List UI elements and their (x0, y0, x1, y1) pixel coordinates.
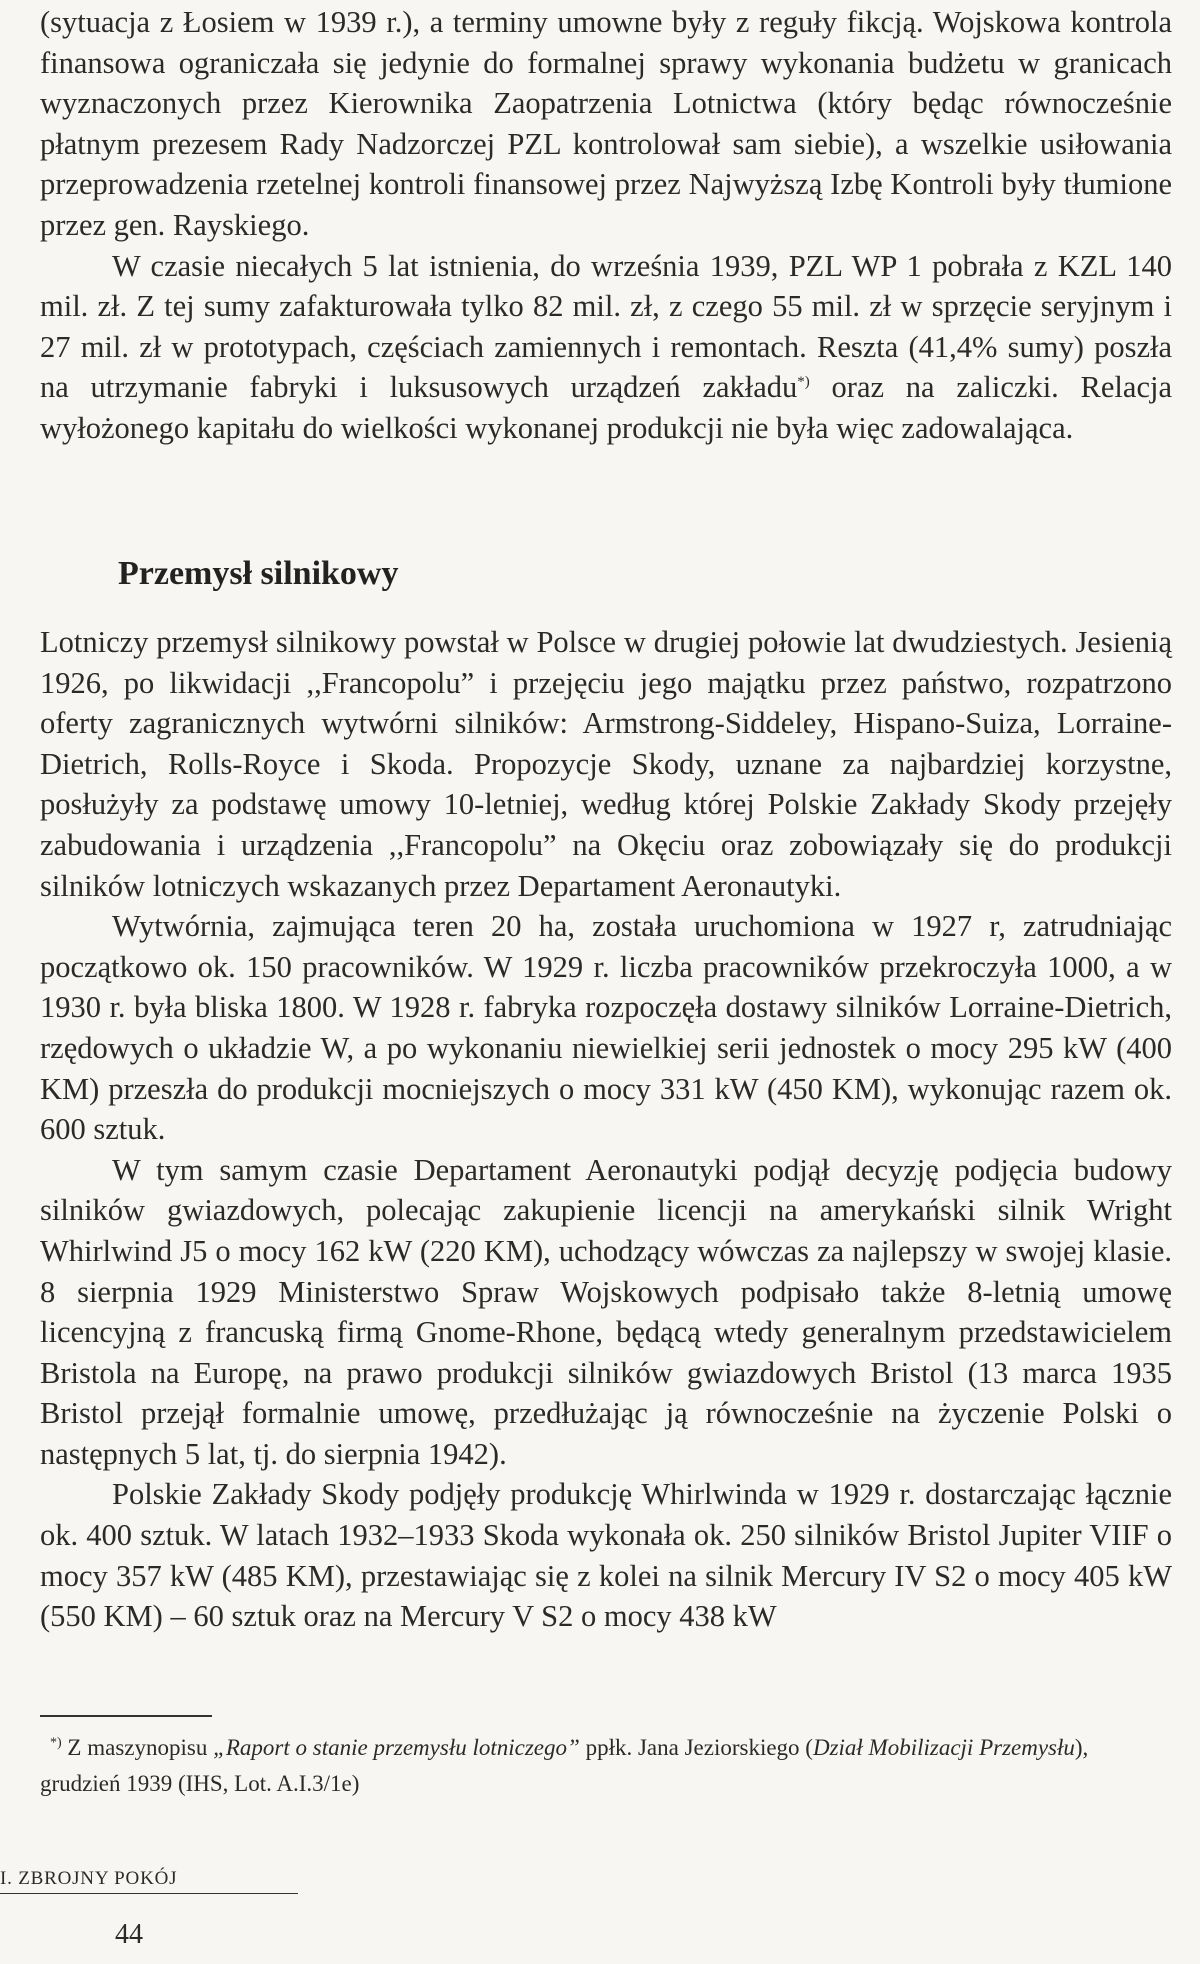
running-footer-rule (0, 1893, 298, 1894)
footnote-report-title: „Raport o stanie przemysłu lotniczego” (213, 1735, 580, 1760)
running-section-label: I. ZBROJNY POKÓJ (0, 1868, 178, 1889)
footnote-text-part: ), grudzień 1939 (IHS, Lot. A.I.3/1e) (40, 1735, 1089, 1796)
paragraph-pzl-finances (40, 246, 1172, 449)
paragraph: Lotniczy przemysł silnikowy powstał w Polsce w drugiej połowie lat dwudziestych. Jesienią 1926, po likwidacji ,,Francopolu” i przejęciu jego majątku przez państwo, rozpatrzono oferty zagranicznych wytwórni silników: Armstrong-Siddeley, Hispano-Suiza, Lorraine-Dietrich, Rolls-Royce i Skoda. Propozycje Skody, uznane za najbardziej korzystne, posłużyły za podstawę umowy 10-letniej, według której Polskie Zakłady Skody przejęły zabudowania i urządzenia ,,Francopolu” na Okęciu oraz zobowiązały się do produkcji silników lotniczych wskazanych przez Departament Aeronautyki. (40, 625, 1172, 903)
footnote-reference: *) (797, 374, 810, 391)
footnote-text-part: Z maszynopisu (61, 1735, 214, 1760)
paragraph-continuation: (sytuacja z Łosiem w 1939 r.), a terminy umowne były z reguły fikcją. Wojskowa kontrola finansowa ograniczała się jedynie do formalnej sprawy wykonania budżetu w granicach wyznaczonych przez Kierownika Zaopatrzenia Lotnictwa (który będąc równocześnie płatnym prezesem Rady Nadzorczej PZL kontrolował sam siebie), a wszelkie usiłowania przeprowadzenia rzetelnej kontroli finansowej przez Najwyższą Izbę Kontroli były tłumione przez gen. Rayskiego. (40, 5, 1172, 242)
paragraph-text: W czasie niecałych 5 lat istnienia, do września 1939, PZL WP 1 pobrała z KZL 140 mil. zł. Z tej sumy zafakturowała tylko 82 mil. zł, z czego 55 mil. zł w sprzęcie seryjnym i 27 mil. zł w prototypach, częściach zamiennych i remontach. Reszta (41,4% sumy) poszła na utrzymanie fabryki i luksusowych urządzeń zakładu (40, 248, 1172, 405)
page-number: 44 (115, 1919, 143, 1950)
top-text-block (40, 2, 1172, 449)
section-heading: Przemysł silnikowy (118, 555, 399, 592)
footnote-source: Dział Mobilizacji Przemysłu (812, 1735, 1075, 1760)
paragraph: W tym samym czasie Departament Aeronautyki podjął decyzję podjęcia budowy silników gwiazdowych, polecając zakupienie licencji na amerykański silnik Wright Whirlwind J5 o mocy 162 kW (220 KM), uchodzący wówczas za najlepszy w swojej klasie. 8 sierpnia 1929 Ministerstwo Spraw Wojskowych podpisało także 8-letnią umowę licencyjną z francuską firmą Gnome-Rhone, będącą wtedy generalnym przedstawicielem Bristola na Europę, na prawo produkcji silników gwiazdowych Bristol (13 marca 1935 Bristol przejął formalnie umowę, przedłużając ją równocześnie na życzenie Polski o następnych 5 lat, tj. do sierpnia 1942). (40, 1152, 1172, 1471)
section-body (40, 622, 1172, 1637)
paragraph: Wytwórnia, zajmująca teren 20 ha, została uruchomiona w 1927 r, zatrudniając początkowo ok. 150 pracowników. W 1929 r. liczba pracowników przekroczyła 1000, a w 1930 r. była bliska 1800. W 1928 r. fabryka rozpoczęła dostawy silników Lorraine-Dietrich, rzędowych o układzie W, a po wykonaniu niewielkiej serii jednostek o mocy 295 kW (400 KM) przeszła do produkcji mocniejszych o mocy 331 kW (450 KM), wykonując razem ok. 600 sztuk. (40, 909, 1172, 1147)
paragraph: Polskie Zakłady Skody podjęły produkcję Whirlwinda w 1929 r. dostarczając łącznie ok. 400 sztuk. W latach 1932–1933 Skoda wykonała ok. 250 silników Bristol Jupiter VIIF o mocy 357 kW (485 KM), przestawiając się z kolei na silnik Mercury IV S2 o mocy 405 kW (550 KM) – 60 sztuk oraz na Mercury V S2 o mocy 438 kW (40, 1477, 1172, 1634)
footnote-divider (40, 1715, 212, 1717)
footnote-text (40, 1730, 1172, 1802)
paragraph-text: oraz na zaliczki. Relacja wyłożonego kapitału do wielkości wykonanej produkcji nie była więc zadowalająca. (40, 370, 1172, 445)
footnote-marker: *) (50, 1735, 62, 1751)
footnote (40, 1730, 1172, 1802)
footnote-text-part: ppłk. Jana Jeziorskiego ( (579, 1735, 813, 1760)
